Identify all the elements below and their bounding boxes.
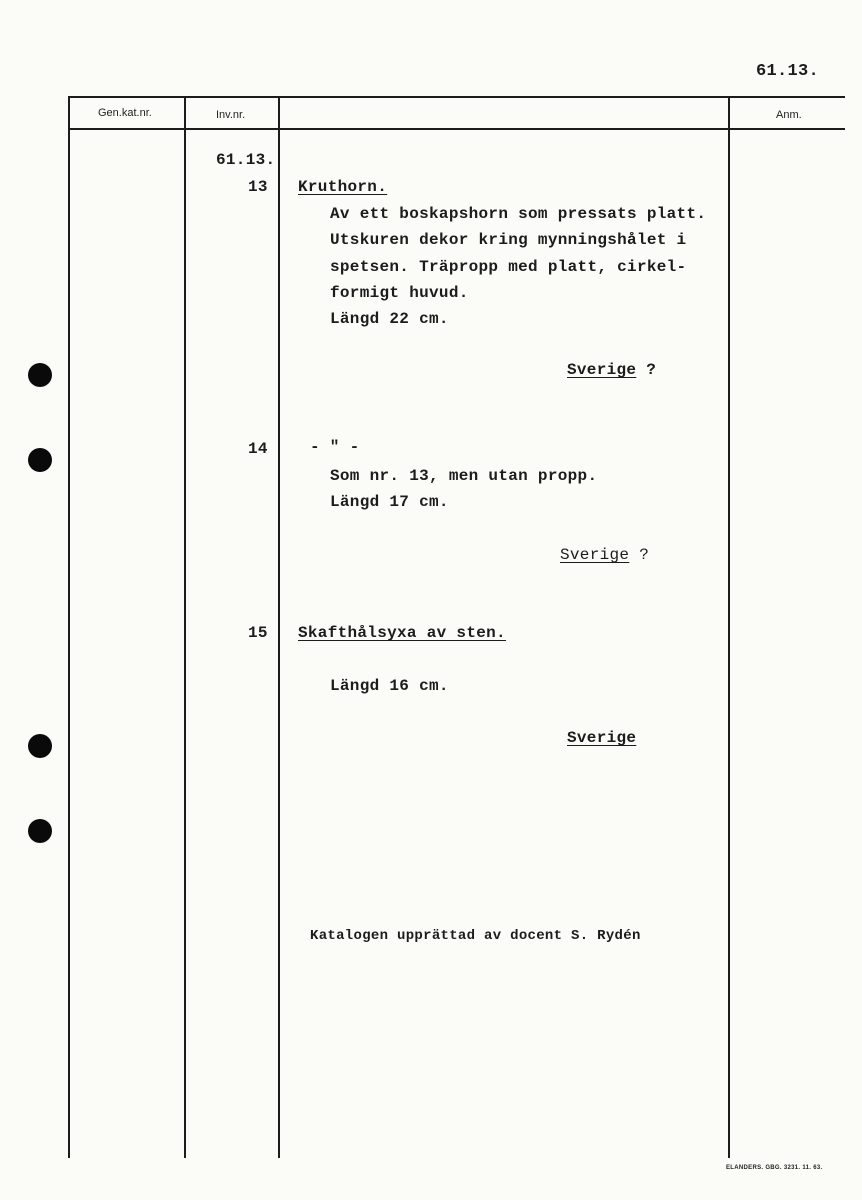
header-anm: Anm. bbox=[776, 109, 802, 121]
column-divider bbox=[68, 96, 70, 1158]
header-gen-kat-nr: Gen.kat.nr. bbox=[98, 107, 152, 119]
entry-title-skafthalsyxa: Skafthålsyxa av sten. bbox=[298, 624, 506, 642]
origin-uncertain-mark: ? bbox=[639, 546, 650, 564]
entry-origin bbox=[567, 361, 656, 379]
origin-country: Sverige bbox=[560, 546, 630, 564]
column-divider bbox=[278, 96, 280, 1158]
column-divider bbox=[184, 96, 186, 1158]
entry-description-line: spetsen. Träpropp med platt, cirkel- bbox=[330, 258, 687, 276]
entry-title-ditto: - " - bbox=[310, 438, 360, 456]
origin-country: Sverige bbox=[567, 361, 637, 379]
catalog-author-note: Katalogen upprättad av docent S. Rydén bbox=[310, 928, 641, 944]
entry-description-line: Utskuren dekor kring mynningshålet i bbox=[330, 231, 687, 249]
printer-mark: ELANDERS. GBG. 3231. 11. 63. bbox=[726, 1165, 823, 1171]
column-divider bbox=[728, 96, 730, 1158]
catalog-number: 61.13. bbox=[216, 151, 276, 169]
punch-hole bbox=[28, 363, 52, 387]
inv-number-14: 14 bbox=[248, 440, 268, 458]
entry-description-line: formigt huvud. bbox=[330, 284, 469, 302]
entry-description-line: Som nr. 13, men utan propp. bbox=[330, 467, 598, 485]
page-number: 61.13. bbox=[756, 62, 820, 81]
entry-length: Längd 16 cm. bbox=[330, 677, 449, 695]
entry-description-line: Av ett boskapshorn som pressats platt. bbox=[330, 205, 707, 223]
entry-title-kruthorn: Kruthorn. bbox=[298, 178, 388, 196]
punch-hole bbox=[28, 734, 52, 758]
punch-hole bbox=[28, 819, 52, 843]
inv-number-13: 13 bbox=[248, 178, 268, 196]
entry-origin: Sverige bbox=[567, 729, 637, 747]
inv-number-15: 15 bbox=[248, 624, 268, 642]
entry-length: Längd 22 cm. bbox=[330, 310, 449, 328]
header-inv-nr: Inv.nr. bbox=[216, 109, 246, 121]
entry-origin bbox=[560, 546, 649, 564]
punch-hole bbox=[28, 448, 52, 472]
origin-uncertain-mark: ? bbox=[646, 361, 657, 379]
entry-length: Längd 17 cm. bbox=[330, 493, 449, 511]
